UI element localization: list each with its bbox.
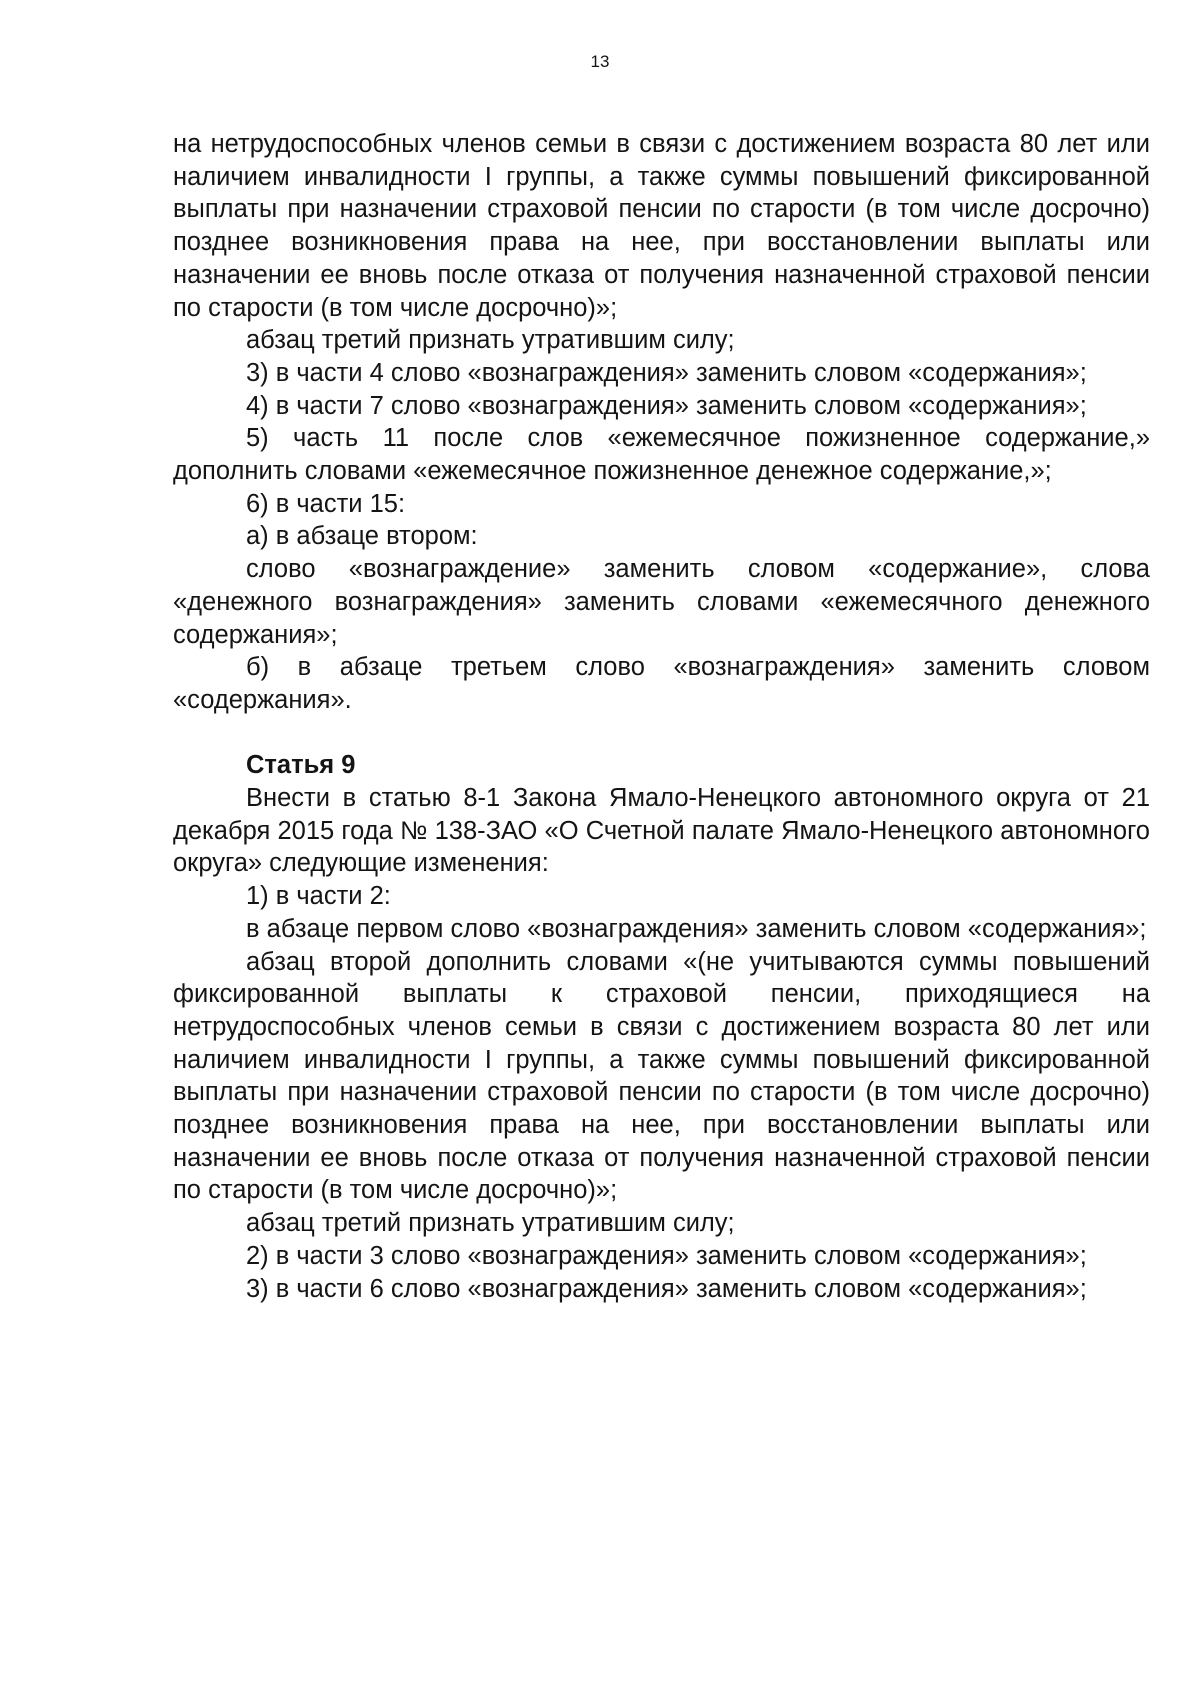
paragraph: в абзаце первом слово «вознаграждения» заменить словом «содержания»;	[246, 914, 1147, 943]
paragraph: 3) в части 6 слово «вознаграждения» заменить словом «содержания»;	[246, 1274, 1087, 1303]
paragraph: 1) в части 2:	[246, 882, 391, 911]
paragraph: 3) в части 4 слово «вознаграждения» заменить словом «содержания»;	[246, 358, 1087, 387]
document-body	[173, 128, 1150, 1305]
paragraph: абзац третий признать утратившим силу;	[246, 326, 735, 355]
paragraph: а) в абзаце втором:	[246, 522, 478, 551]
paragraph: абзац второй дополнить словами «(не учитываются суммы повышений фиксированной выплаты к страховой пенсии, приходящиеся на нетрудоспособных членов семьи в связи с достижением возраста 80 лет или наличием инвалидности I группы, а также суммы повышений фиксированной выплаты при назначении страховой пенсии по старости (в том числе досрочно) позднее возникновения права на нее, при восстановлении выплаты или назначении ее вновь после отказа от получения назначенной страховой пенсии по старости (в том числе досрочно)»;	[173, 947, 1150, 1205]
article-heading: Статья 9	[246, 751, 356, 780]
paragraph-continuation: на нетрудоспособных членов семьи в связи с достижением возраста 80 лет или наличием инвалидности I группы, а также суммы повышений фиксированной выплаты при назначении страховой пенсии по старости (в том числе досрочно) позднее возникновения права на нее, при восстановлении выплаты или назначении ее вновь после отказа от получения назначенной страховой пенсии по старости (в том числе досрочно)»;	[173, 130, 1150, 322]
paragraph: абзац третий признать утратившим силу;	[246, 1209, 735, 1238]
paragraph: б) в абзаце третьем слово «вознаграждения» заменить словом «содержания».	[173, 653, 1150, 714]
page-number: 13	[590, 52, 610, 71]
paragraph: 6) в части 15:	[246, 489, 406, 518]
paragraph: слово «вознаграждение» заменить словом «содержание», слова «денежного вознаграждения» заменить словами «ежемесячного денежного содержания»;	[173, 555, 1150, 649]
paragraph: Внести в статью 8-1 Закона Ямало-Ненецкого автономного округа от 21 декабря 2015 года № 138-ЗАО «О Счетной палате Ямало-Ненецкого автономного округа» следующие изменения:	[173, 784, 1150, 878]
paragraph: 5) часть 11 после слов «ежемесячное пожизненное содержание,» дополнить словами «ежемесячное пожизненное денежное содержание,»;	[173, 424, 1150, 486]
paragraph: 4) в части 7 слово «вознаграждения» заменить словом «содержания»;	[246, 391, 1087, 420]
paragraph: 2) в части 3 слово «вознаграждения» заменить словом «содержания»;	[246, 1241, 1087, 1270]
